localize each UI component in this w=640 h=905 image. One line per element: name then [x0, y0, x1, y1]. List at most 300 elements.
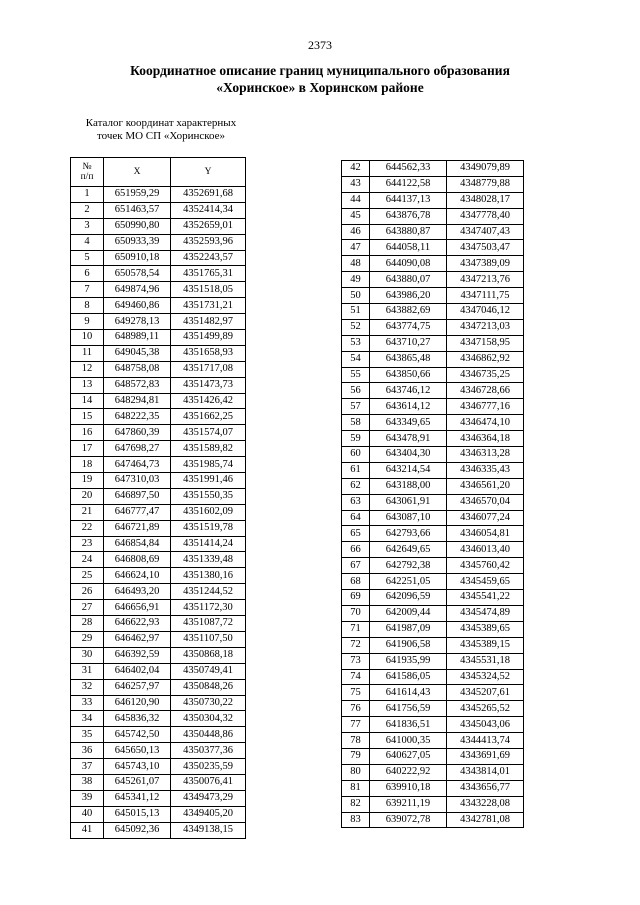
y-coordinate-cell: 4350848,26: [171, 679, 246, 695]
y-coordinate-cell: 4351244,52: [171, 584, 246, 600]
y-coordinate-cell: 4351991,46: [171, 473, 246, 489]
header-y: Y: [171, 158, 246, 187]
table-row: [71, 520, 246, 536]
point-number-cell: 41: [71, 822, 104, 838]
title-line-1: Координатное описание границ муниципального образования: [130, 63, 510, 78]
x-coordinate-cell: 646624,10: [104, 568, 171, 584]
table-row: [342, 335, 524, 351]
y-coordinate-cell: 4342781,08: [447, 812, 524, 828]
y-coordinate-cell: 4345541,22: [447, 590, 524, 606]
table-row: [342, 685, 524, 701]
point-number-cell: 15: [71, 409, 104, 425]
y-coordinate-cell: 4346474,10: [447, 415, 524, 431]
point-number-cell: 21: [71, 504, 104, 520]
point-number-cell: 62: [342, 478, 370, 494]
table-row: [342, 717, 524, 733]
x-coordinate-cell: 643404,30: [370, 447, 447, 463]
point-number-cell: 18: [71, 457, 104, 473]
y-coordinate-cell: 4347111,75: [447, 288, 524, 304]
table-row: [71, 361, 246, 377]
y-coordinate-cell: 4352243,57: [171, 250, 246, 266]
x-coordinate-cell: 643214,54: [370, 462, 447, 478]
table-row: [71, 298, 246, 314]
x-coordinate-cell: 643876,78: [370, 208, 447, 224]
table-row: [71, 806, 246, 822]
point-number-cell: 37: [71, 759, 104, 775]
x-coordinate-cell: 643882,69: [370, 304, 447, 320]
point-number-cell: 3: [71, 218, 104, 234]
x-coordinate-cell: 646808,69: [104, 552, 171, 568]
x-coordinate-cell: 644562,33: [370, 161, 447, 177]
x-coordinate-cell: 645743,10: [104, 759, 171, 775]
x-coordinate-cell: 640627,05: [370, 748, 447, 764]
y-coordinate-cell: 4350749,41: [171, 663, 246, 679]
table-row: [71, 822, 246, 838]
table-row: [71, 425, 246, 441]
point-number-cell: 20: [71, 488, 104, 504]
table-row: [71, 568, 246, 584]
y-coordinate-cell: 4345760,42: [447, 558, 524, 574]
point-number-cell: 17: [71, 441, 104, 457]
y-coordinate-cell: 4349079,89: [447, 161, 524, 177]
point-number-cell: 28: [71, 616, 104, 632]
x-coordinate-cell: 641935,99: [370, 653, 447, 669]
coordinates-table-left: [70, 157, 246, 839]
table-row: [342, 272, 524, 288]
table-row: [342, 319, 524, 335]
point-number-cell: 12: [71, 361, 104, 377]
x-coordinate-cell: 648222,35: [104, 409, 171, 425]
table-row: [342, 764, 524, 780]
table-row: [71, 695, 246, 711]
x-coordinate-cell: 643710,27: [370, 335, 447, 351]
y-coordinate-cell: 4349405,20: [171, 806, 246, 822]
y-coordinate-cell: 4351473,73: [171, 377, 246, 393]
table-row: [342, 510, 524, 526]
x-coordinate-cell: 649278,13: [104, 314, 171, 330]
table-caption: [66, 117, 256, 143]
table-row: [71, 743, 246, 759]
x-coordinate-cell: 648572,83: [104, 377, 171, 393]
table-row: [342, 256, 524, 272]
table-row: [342, 701, 524, 717]
x-coordinate-cell: 650990,80: [104, 218, 171, 234]
point-number-cell: 9: [71, 314, 104, 330]
table-row: [71, 330, 246, 346]
y-coordinate-cell: 4351426,42: [171, 393, 246, 409]
y-coordinate-cell: 4346335,43: [447, 462, 524, 478]
x-coordinate-cell: 644090,08: [370, 256, 447, 272]
x-coordinate-cell: 646392,59: [104, 647, 171, 663]
point-number-cell: 42: [342, 161, 370, 177]
point-number-cell: 27: [71, 600, 104, 616]
table-row: [71, 393, 246, 409]
point-number-cell: 68: [342, 574, 370, 590]
x-coordinate-cell: 650578,54: [104, 266, 171, 282]
point-number-cell: 69: [342, 590, 370, 606]
y-coordinate-cell: 4351602,09: [171, 504, 246, 520]
point-number-cell: 55: [342, 367, 370, 383]
y-coordinate-cell: 4346570,04: [447, 494, 524, 510]
y-coordinate-cell: 4350304,32: [171, 711, 246, 727]
x-coordinate-cell: 643614,12: [370, 399, 447, 415]
coordinates-table-right: [341, 160, 524, 828]
y-coordinate-cell: 4346777,16: [447, 399, 524, 415]
x-coordinate-cell: 646462,97: [104, 631, 171, 647]
point-number-cell: 78: [342, 733, 370, 749]
point-number-cell: 43: [342, 176, 370, 192]
table-row: [71, 759, 246, 775]
table-row: [71, 473, 246, 489]
point-number-cell: 44: [342, 192, 370, 208]
y-coordinate-cell: 4350076,41: [171, 774, 246, 790]
table-row: [71, 790, 246, 806]
table-row: [71, 647, 246, 663]
x-coordinate-cell: 642649,65: [370, 542, 447, 558]
caption-line-1: Каталог координат характерных: [85, 117, 237, 129]
point-number-cell: 70: [342, 605, 370, 621]
table-row: [342, 478, 524, 494]
y-coordinate-cell: 4346013,40: [447, 542, 524, 558]
table-row: [342, 351, 524, 367]
y-coordinate-cell: 4350235,59: [171, 759, 246, 775]
table-row: [342, 192, 524, 208]
table-row: [71, 457, 246, 473]
x-coordinate-cell: 643087,10: [370, 510, 447, 526]
table-row: [342, 558, 524, 574]
point-number-cell: 72: [342, 637, 370, 653]
point-number-cell: 82: [342, 796, 370, 812]
point-number-cell: 74: [342, 669, 370, 685]
x-coordinate-cell: 643774,75: [370, 319, 447, 335]
point-number-cell: 64: [342, 510, 370, 526]
x-coordinate-cell: 647860,39: [104, 425, 171, 441]
x-coordinate-cell: 642792,38: [370, 558, 447, 574]
x-coordinate-cell: 639211,19: [370, 796, 447, 812]
point-number-cell: 6: [71, 266, 104, 282]
y-coordinate-cell: 4346735,25: [447, 367, 524, 383]
y-coordinate-cell: 4350868,18: [171, 647, 246, 663]
y-coordinate-cell: 4347389,09: [447, 256, 524, 272]
x-coordinate-cell: 646777,47: [104, 504, 171, 520]
point-number-cell: 8: [71, 298, 104, 314]
table-row: [342, 224, 524, 240]
y-coordinate-cell: 4351499,89: [171, 330, 246, 346]
document-title: [0, 62, 640, 96]
point-number-cell: 57: [342, 399, 370, 415]
x-coordinate-cell: 648758,08: [104, 361, 171, 377]
point-number-cell: 40: [71, 806, 104, 822]
y-coordinate-cell: 4351087,72: [171, 616, 246, 632]
table-row: [342, 383, 524, 399]
y-coordinate-cell: 4345389,15: [447, 637, 524, 653]
y-coordinate-cell: 4347778,40: [447, 208, 524, 224]
table-row: [342, 542, 524, 558]
table-row: [71, 218, 246, 234]
y-coordinate-cell: 4343656,77: [447, 780, 524, 796]
table-row: [342, 637, 524, 653]
x-coordinate-cell: 646493,20: [104, 584, 171, 600]
table-row: [342, 669, 524, 685]
x-coordinate-cell: 641000,35: [370, 733, 447, 749]
table-row: [71, 504, 246, 520]
point-number-cell: 31: [71, 663, 104, 679]
y-coordinate-cell: 4346561,20: [447, 478, 524, 494]
point-number-cell: 11: [71, 345, 104, 361]
point-number-cell: 71: [342, 621, 370, 637]
point-number-cell: 65: [342, 526, 370, 542]
table-row: [71, 774, 246, 790]
point-number-cell: 51: [342, 304, 370, 320]
y-coordinate-cell: 4345043,06: [447, 717, 524, 733]
point-number-cell: 76: [342, 701, 370, 717]
x-coordinate-cell: 641586,05: [370, 669, 447, 685]
x-coordinate-cell: 645092,36: [104, 822, 171, 838]
table-row: [342, 304, 524, 320]
point-number-cell: 26: [71, 584, 104, 600]
y-coordinate-cell: 4351339,48: [171, 552, 246, 568]
x-coordinate-cell: 641906,58: [370, 637, 447, 653]
x-coordinate-cell: 651463,57: [104, 202, 171, 218]
point-number-cell: 22: [71, 520, 104, 536]
point-number-cell: 48: [342, 256, 370, 272]
x-coordinate-cell: 645341,12: [104, 790, 171, 806]
x-coordinate-cell: 643850,66: [370, 367, 447, 383]
y-coordinate-cell: 4351765,31: [171, 266, 246, 282]
point-number-cell: 46: [342, 224, 370, 240]
x-coordinate-cell: 643746,12: [370, 383, 447, 399]
table-row: [71, 314, 246, 330]
title-line-2: «Хоринское» в Хоринском районе: [216, 80, 424, 95]
point-number-cell: 32: [71, 679, 104, 695]
point-number-cell: 53: [342, 335, 370, 351]
y-coordinate-cell: 4352691,68: [171, 187, 246, 203]
y-coordinate-cell: 4352593,96: [171, 234, 246, 250]
x-coordinate-cell: 647464,73: [104, 457, 171, 473]
x-coordinate-cell: 640222,92: [370, 764, 447, 780]
header-x: X: [104, 158, 171, 187]
point-number-cell: 54: [342, 351, 370, 367]
y-coordinate-cell: 4347503,47: [447, 240, 524, 256]
point-number-cell: 14: [71, 393, 104, 409]
y-coordinate-cell: 4347046,12: [447, 304, 524, 320]
x-coordinate-cell: 644058,11: [370, 240, 447, 256]
point-number-cell: 83: [342, 812, 370, 828]
point-number-cell: 1: [71, 187, 104, 203]
y-coordinate-cell: 4350730,22: [171, 695, 246, 711]
x-coordinate-cell: 649460,86: [104, 298, 171, 314]
point-number-cell: 33: [71, 695, 104, 711]
table-row: [71, 631, 246, 647]
y-coordinate-cell: 4347213,03: [447, 319, 524, 335]
table-row: [342, 431, 524, 447]
point-number-cell: 50: [342, 288, 370, 304]
table-row: [342, 447, 524, 463]
x-coordinate-cell: 641836,51: [370, 717, 447, 733]
point-number-cell: 25: [71, 568, 104, 584]
x-coordinate-cell: 642251,05: [370, 574, 447, 590]
x-coordinate-cell: 650910,18: [104, 250, 171, 266]
page-number: 2373: [308, 38, 332, 52]
x-coordinate-cell: 645742,50: [104, 727, 171, 743]
point-number-cell: 47: [342, 240, 370, 256]
x-coordinate-cell: 648294,81: [104, 393, 171, 409]
x-coordinate-cell: 647698,27: [104, 441, 171, 457]
table-row: [342, 462, 524, 478]
table-row: [342, 526, 524, 542]
y-coordinate-cell: 4349138,15: [171, 822, 246, 838]
y-coordinate-cell: 4351414,24: [171, 536, 246, 552]
point-number-cell: 75: [342, 685, 370, 701]
point-number-cell: 79: [342, 748, 370, 764]
x-coordinate-cell: 646721,89: [104, 520, 171, 536]
y-coordinate-cell: 4350377,36: [171, 743, 246, 759]
point-number-cell: 16: [71, 425, 104, 441]
point-number-cell: 19: [71, 473, 104, 489]
y-coordinate-cell: 4345265,52: [447, 701, 524, 717]
table-row: [342, 733, 524, 749]
table-row: [71, 727, 246, 743]
x-coordinate-cell: 646257,97: [104, 679, 171, 695]
table-row: [342, 796, 524, 812]
y-coordinate-cell: 4345389,65: [447, 621, 524, 637]
y-coordinate-cell: 4351662,25: [171, 409, 246, 425]
point-number-cell: 61: [342, 462, 370, 478]
x-coordinate-cell: 639910,18: [370, 780, 447, 796]
table-row: [342, 621, 524, 637]
point-number-cell: 23: [71, 536, 104, 552]
y-coordinate-cell: 4352414,34: [171, 202, 246, 218]
x-coordinate-cell: 642009,44: [370, 605, 447, 621]
y-coordinate-cell: 4344413,74: [447, 733, 524, 749]
table-row: [342, 367, 524, 383]
x-coordinate-cell: 651959,29: [104, 187, 171, 203]
y-coordinate-cell: 4351589,82: [171, 441, 246, 457]
point-number-cell: 45: [342, 208, 370, 224]
table-row: [71, 663, 246, 679]
header-number: [71, 158, 104, 187]
point-number-cell: 49: [342, 272, 370, 288]
y-coordinate-cell: 4343691,69: [447, 748, 524, 764]
y-coordinate-cell: 4351519,78: [171, 520, 246, 536]
point-number-cell: 5: [71, 250, 104, 266]
point-number-cell: 24: [71, 552, 104, 568]
x-coordinate-cell: 643880,07: [370, 272, 447, 288]
table-row: [342, 288, 524, 304]
point-number-cell: 38: [71, 774, 104, 790]
y-coordinate-cell: 4349473,29: [171, 790, 246, 806]
table-header-row: [71, 158, 246, 187]
x-coordinate-cell: 647310,03: [104, 473, 171, 489]
table-row: [71, 409, 246, 425]
x-coordinate-cell: 649045,38: [104, 345, 171, 361]
x-coordinate-cell: 645650,13: [104, 743, 171, 759]
x-coordinate-cell: 643478,91: [370, 431, 447, 447]
y-coordinate-cell: 4351518,05: [171, 282, 246, 298]
table-row: [342, 176, 524, 192]
table-row: [71, 345, 246, 361]
y-coordinate-cell: 4346728,66: [447, 383, 524, 399]
table-row: [342, 812, 524, 828]
table-row: [71, 250, 246, 266]
table-row: [71, 202, 246, 218]
point-number-cell: 60: [342, 447, 370, 463]
point-number-cell: 4: [71, 234, 104, 250]
y-coordinate-cell: 4346862,92: [447, 351, 524, 367]
point-number-cell: 56: [342, 383, 370, 399]
y-coordinate-cell: 4347158,95: [447, 335, 524, 351]
table-row: [71, 488, 246, 504]
y-coordinate-cell: 4345531,18: [447, 653, 524, 669]
x-coordinate-cell: 649874,96: [104, 282, 171, 298]
table-row: [71, 266, 246, 282]
table-row: [342, 590, 524, 606]
table-row: [71, 600, 246, 616]
x-coordinate-cell: 641756,59: [370, 701, 447, 717]
point-number-cell: 36: [71, 743, 104, 759]
x-coordinate-cell: 643865,48: [370, 351, 447, 367]
x-coordinate-cell: 641987,09: [370, 621, 447, 637]
x-coordinate-cell: 643061,91: [370, 494, 447, 510]
point-number-cell: 52: [342, 319, 370, 335]
y-coordinate-cell: 4347407,43: [447, 224, 524, 240]
table-row: [342, 208, 524, 224]
x-coordinate-cell: 650933,39: [104, 234, 171, 250]
header-number-abbr: п/п: [80, 172, 94, 182]
table-row: [71, 616, 246, 632]
y-coordinate-cell: 4351574,07: [171, 425, 246, 441]
table-row: [342, 240, 524, 256]
table-row: [342, 161, 524, 177]
table-row: [71, 679, 246, 695]
point-number-cell: 30: [71, 647, 104, 663]
x-coordinate-cell: 645836,32: [104, 711, 171, 727]
x-coordinate-cell: 642793,66: [370, 526, 447, 542]
x-coordinate-cell: 645261,07: [104, 774, 171, 790]
x-coordinate-cell: 646656,91: [104, 600, 171, 616]
point-number-cell: 35: [71, 727, 104, 743]
y-coordinate-cell: 4345324,52: [447, 669, 524, 685]
table-row: [71, 234, 246, 250]
y-coordinate-cell: 4351731,21: [171, 298, 246, 314]
x-coordinate-cell: 646854,84: [104, 536, 171, 552]
point-number-cell: 77: [342, 717, 370, 733]
x-coordinate-cell: 644122,58: [370, 176, 447, 192]
y-coordinate-cell: 4348028,17: [447, 192, 524, 208]
caption-line-2: точек МО СП «Хоринское»: [96, 130, 226, 142]
point-number-cell: 80: [342, 764, 370, 780]
point-number-cell: 13: [71, 377, 104, 393]
x-coordinate-cell: 643188,00: [370, 478, 447, 494]
point-number-cell: 58: [342, 415, 370, 431]
table-row: [342, 399, 524, 415]
table-row: [71, 187, 246, 203]
table-row: [342, 780, 524, 796]
x-coordinate-cell: 643986,20: [370, 288, 447, 304]
x-coordinate-cell: 643349,65: [370, 415, 447, 431]
table-row: [71, 711, 246, 727]
y-coordinate-cell: 4350448,86: [171, 727, 246, 743]
y-coordinate-cell: 4351985,74: [171, 457, 246, 473]
y-coordinate-cell: 4351380,16: [171, 568, 246, 584]
x-coordinate-cell: 646402,04: [104, 663, 171, 679]
y-coordinate-cell: 4346364,18: [447, 431, 524, 447]
point-number-cell: 29: [71, 631, 104, 647]
table-row: [342, 494, 524, 510]
y-coordinate-cell: 4347213,76: [447, 272, 524, 288]
table-row: [71, 377, 246, 393]
table-row: [342, 415, 524, 431]
